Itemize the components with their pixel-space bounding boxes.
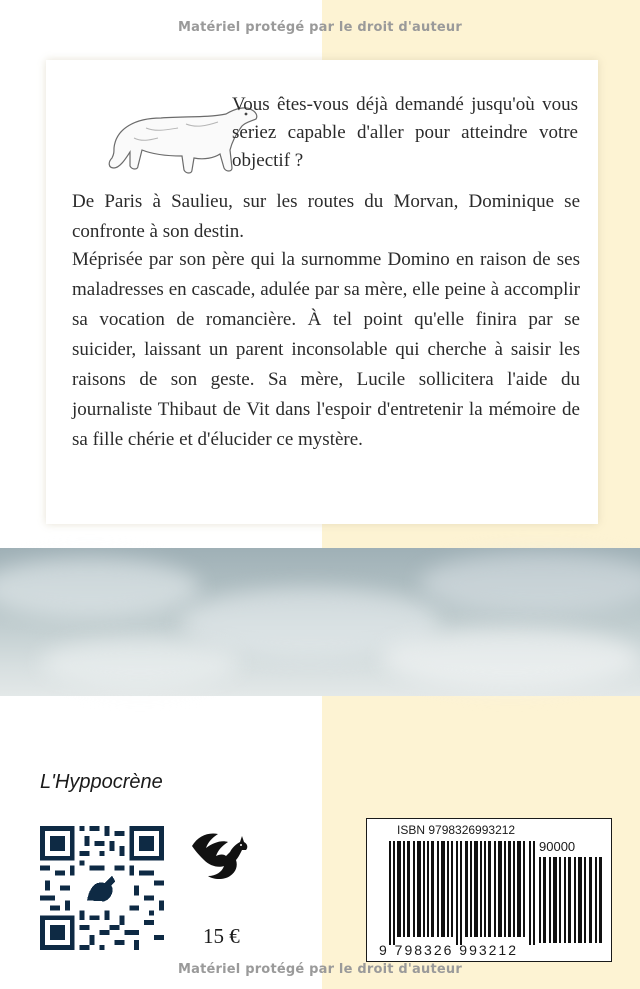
sky-photo-band xyxy=(0,548,640,696)
blurb-paragraph-2: Méprisée par son père qui la surnomme Domino en raison de ses maladresses en cascade, adulée par sa mère, elle peine à accomplir sa vocation de romancière. À tel point qu'elle finira par se suicider, laissant un parent inconsolable qui cherche à saisir les raisons de son geste. Sa mère, Lucile sollicitera l'aide du journaliste Thibaut de Vit dans l'espoir d'entretenir la mémoire de sa fille chérie et d'élucider ce mystère. xyxy=(72,249,580,450)
addon-barcode-bars xyxy=(539,857,603,943)
teaser-question: Vous êtes-vous déjà demandé jusqu'où vous seriez capable d'aller pour atteindre votre objectif ? xyxy=(232,94,578,171)
isbn-barcode xyxy=(366,818,612,962)
copyright-watermark-top: Matériel protégé par le droit d'auteur xyxy=(177,20,462,35)
blurb-box xyxy=(46,60,598,524)
ean-barcode-bars xyxy=(389,841,535,945)
copyright-watermark-bottom: Matériel protégé par le droit d'auteur xyxy=(177,962,462,977)
publisher-name: L'Hyppocrène xyxy=(40,771,163,793)
blurb-paragraph-1: De Paris à Saulieu, sur les routes du Morvan, Dominique se confronte à son destin. xyxy=(72,191,580,242)
pegasus-logo-icon xyxy=(188,826,250,882)
qr-code[interactable] xyxy=(40,826,164,950)
isbn-number: ISBN 9798326993212 xyxy=(397,823,516,837)
barcode-addon-number: 90000 xyxy=(539,839,576,854)
ean-digits: 9 798326 993212 xyxy=(379,942,518,958)
price-label: 15 € xyxy=(203,924,240,948)
